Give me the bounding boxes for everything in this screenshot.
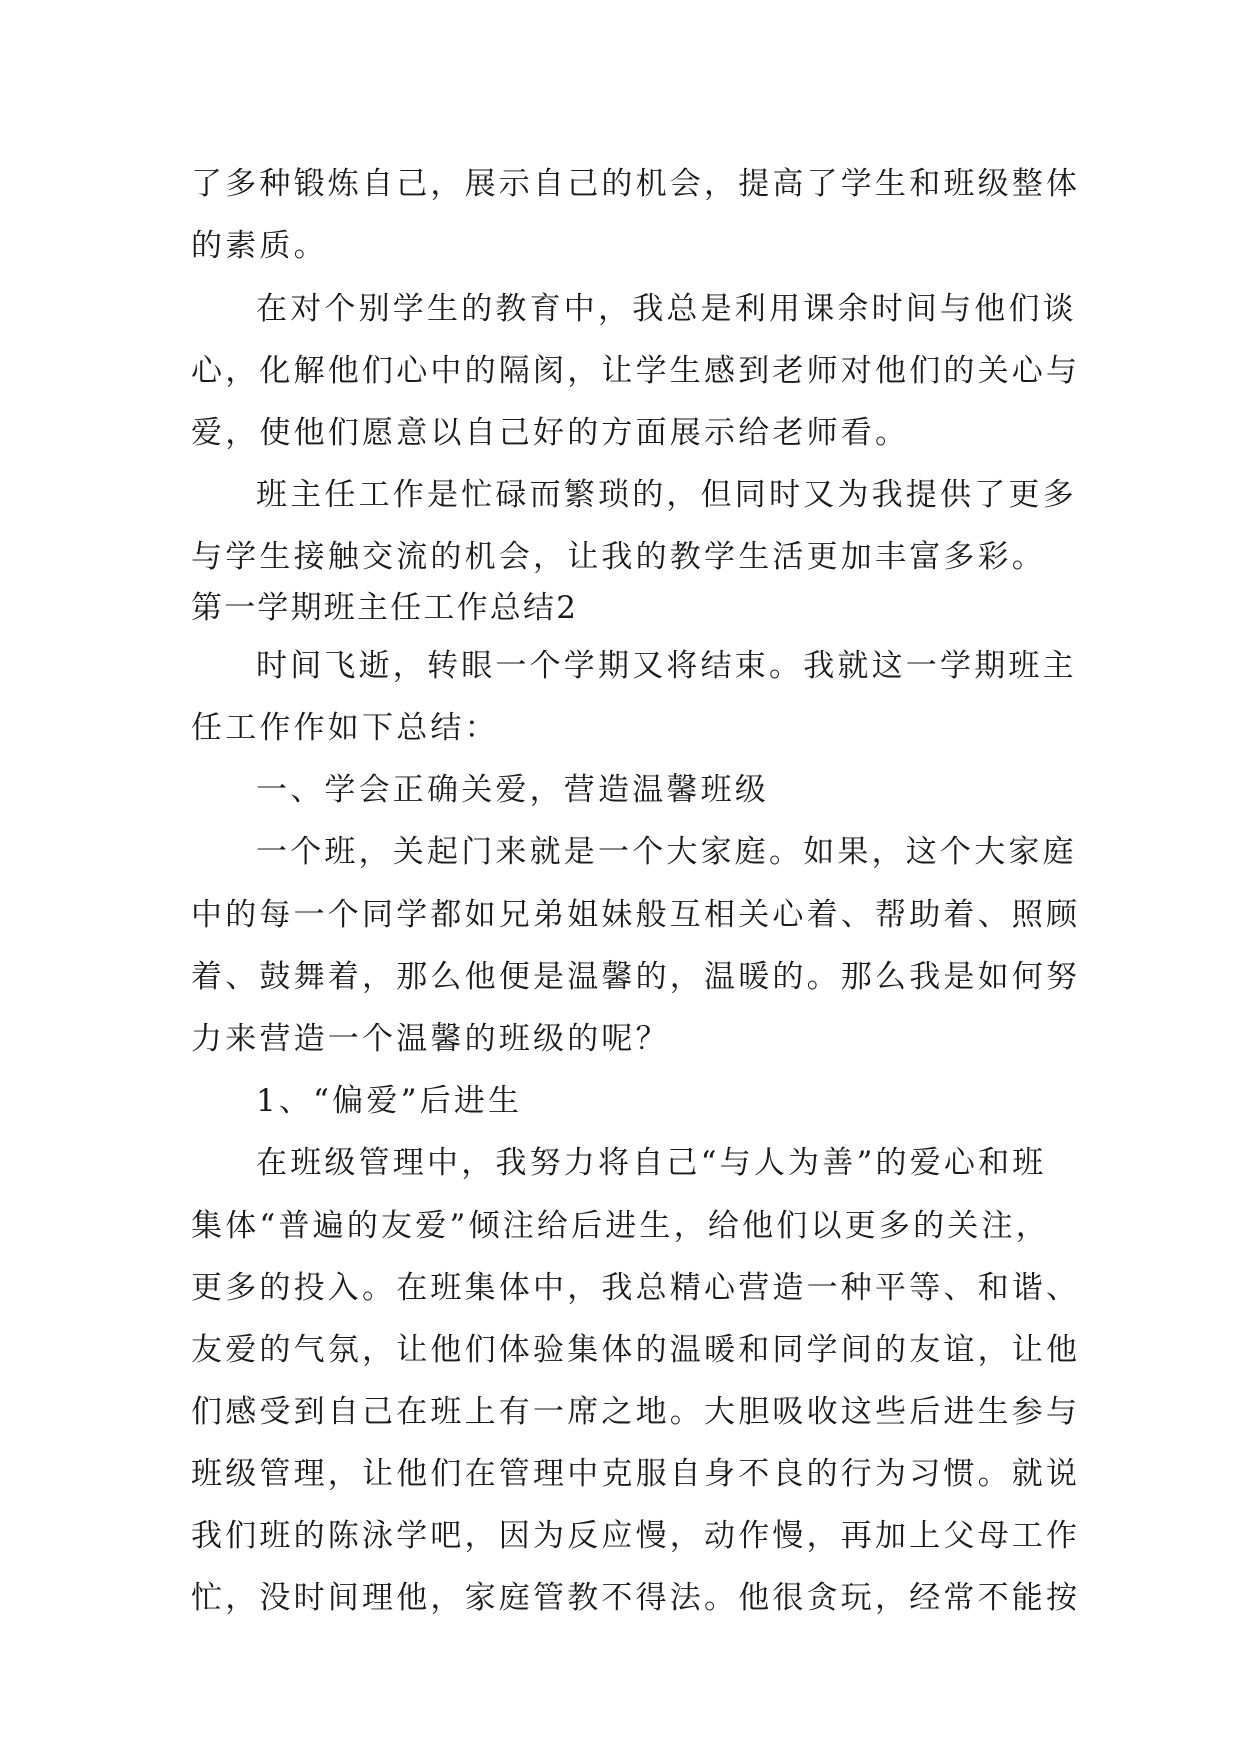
text-line: 任工作作如下总结： — [191, 710, 499, 746]
text-line: 时间飞逝，转眼一个学期又将结束。我就这一学期班主 — [256, 648, 1077, 684]
text-line: 我们班的陈泳学吧，因为反应慢，动作慢，再加上父母工作 — [191, 1518, 1081, 1554]
text-line: 忙，没时间理他，家庭管教不得法。他很贪玩，经常不能按 — [191, 1580, 1081, 1616]
text-line: 着、鼓舞着，那么他便是温馨的，温暖的。那么我是如何努 — [191, 959, 1081, 995]
text-line: 与学生接触交流的机会，让我的教学生活更加丰富多彩。 — [191, 539, 1046, 575]
subheading: 一、学会正确关爱，营造温馨班级 — [256, 772, 769, 808]
text-line: 心，化解他们心中的隔阂，让学生感到老师对他们的关心与 — [191, 353, 1081, 389]
text-line: 在班级管理中，我努力将自己“与人为善”的爱心和班 — [256, 1145, 1047, 1181]
text-line: 们感受到自己在班上有一席之地。大胆吸收这些后进生参与 — [191, 1394, 1081, 1430]
text-line: 了多种锻炼自己，展示自己的机会，提高了学生和班级整体 — [191, 166, 1081, 202]
text-line: 班级管理，让他们在管理中克服自身不良的行为习惯。就说 — [191, 1456, 1081, 1492]
text-line: 班主任工作是忙碌而繁琐的，但同时又为我提供了更多 — [256, 477, 1077, 513]
text-line: 友爱的气氛，让他们体验集体的温暖和同学间的友谊，让他 — [191, 1332, 1081, 1368]
text-line: 更多的投入。在班集体中，我总精心营造一种平等、和谐、 — [191, 1270, 1081, 1306]
text-line: 爱，使他们愿意以自己好的方面展示给老师看。 — [191, 415, 910, 451]
section-heading: 第一学期班主任工作总结2 — [191, 590, 579, 626]
text-line: 力来营造一个温馨的班级的呢？ — [191, 1021, 670, 1057]
text-line: 一个班，关起门来就是一个大家庭。如果，这个大家庭 — [256, 834, 1077, 870]
subheading: 1、“偏爱”后进生 — [256, 1083, 523, 1119]
text-line: 的素质。 — [191, 228, 328, 264]
text-line: 中的每一个同学都如兄弟姐妹般互相关心着、帮助着、照顾 — [191, 897, 1081, 933]
text-line: 集体“普遍的友爱”倾注给后进生，给他们以更多的关注， — [191, 1208, 1050, 1244]
text-line: 在对个别学生的教育中，我总是利用课余时间与他们谈 — [256, 291, 1077, 327]
